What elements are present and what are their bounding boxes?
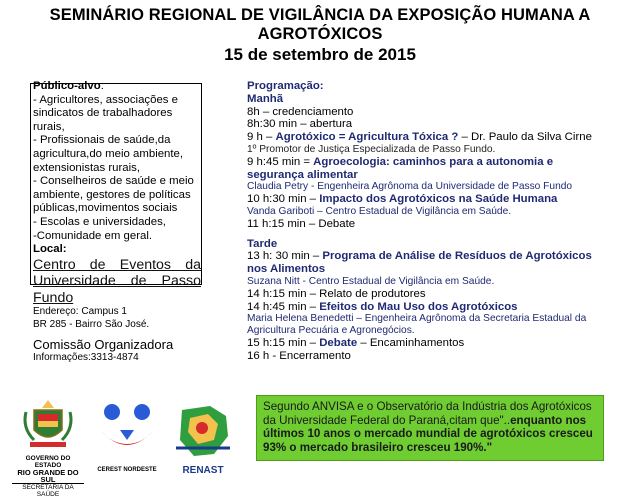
schedule-item: 8h – credenciamento	[247, 105, 354, 118]
talk-affiliation: Maria Helena Benedetti – Engenheira Agrônoma da Secretaria Estadual da Agricultura Pecuária e Agronegócios.	[247, 313, 587, 337]
schedule-item	[247, 301, 607, 314]
talk-title: Impacto dos Agrotóxicos na Saúde Humana	[319, 193, 558, 206]
schedule-time: 9 h –	[247, 131, 276, 144]
talk-title: Agroecologia: caminhos para a autonomia e segurança alimentar	[247, 155, 554, 181]
talk-title: Agrotóxico = Agricultura Tóxica ?	[275, 131, 459, 144]
talk-title: Debate	[319, 336, 358, 349]
talk-affiliation: 1º Promotor de Justiça Especializada de Passo Fundo.	[247, 143, 496, 155]
schedule-time: 10 h:30 min –	[247, 193, 320, 206]
audience-item: - Escolas e universidades,	[33, 215, 166, 228]
schedule-time: 15 h:15 min –	[247, 336, 320, 349]
audience-column	[33, 80, 201, 365]
event-title-line2: AGROTÓXICOS	[257, 25, 383, 43]
address-line1: Endereço: Campus 1	[33, 306, 127, 318]
program-label: Programação:	[247, 80, 324, 92]
schedule-rest: – Encaminhamentos	[357, 336, 465, 349]
audience-item: - Agricultores, associações e sindicatos de trabalhadores rurais,	[33, 93, 178, 133]
audience-item: -Comunidade em geral.	[33, 229, 153, 242]
coat-of-arms-icon	[12, 398, 84, 450]
talk-affiliation: Claudia Petry - Engenheira Agrônoma da Universidade de Passo Fundo	[247, 181, 573, 193]
gov-line3: SECRETARIA DA SAÚDE	[12, 483, 84, 498]
local-label: Local:	[33, 243, 67, 256]
audience-item: - Profissionais de saúde,da agricultura,do meio ambiente, extensionistas rurais,	[33, 134, 184, 174]
audience-item: - Conselheiros de saúde e meio ambiente, gestores de políticas públicas,movimentos sociais	[33, 175, 194, 215]
renast-logo	[172, 402, 234, 476]
program-column	[247, 80, 607, 363]
cerest-logo	[92, 400, 162, 476]
schedule-item	[247, 193, 607, 206]
venue-line: Centro de Eventos da	[33, 256, 201, 273]
venue-link[interactable]	[33, 257, 201, 307]
talk-title: Programa de Análise de Resíduos de Agrotóxicos nos Alimentos	[247, 250, 592, 276]
talk-affiliation: Vanda Gariboti – Centro Estadual de Vigilância em Saúde.	[247, 205, 512, 217]
cerest-name: CEREST NORDESTE	[97, 467, 157, 473]
callout-highlight: enquanto nos últimos 10 anos o mercado mundial de agrotóxicos cresceu 93% o mercado brasileiro cresceu 190%."	[263, 413, 593, 454]
schedule-item	[247, 337, 607, 350]
gov-line1: GOVERNO DO ESTADO	[25, 455, 71, 469]
cerest-figures-icon	[92, 400, 162, 462]
schedule-item	[247, 250, 607, 276]
schedule-item	[247, 131, 607, 144]
schedule-time: 9 h:45 min =	[247, 155, 314, 168]
schedule-item: 8h:30 min – abertura	[247, 118, 353, 131]
talk-speaker: – Dr. Paulo da Silva Cirne	[458, 131, 592, 144]
info-phone: Informações:3313-4874	[33, 352, 139, 364]
talk-title: Efeitos do Mau Uso dos Agrotóxicos	[319, 300, 518, 313]
schedule-item	[247, 156, 607, 182]
morning-label: Manhã	[247, 92, 284, 105]
renast-map-icon	[172, 402, 234, 462]
callout-text: Segundo ANVISA e o Observatório da Indústria dos Agrotóxicos da Universidade Federal do Paraná,citam que"..	[263, 400, 592, 427]
afternoon-label: Tarde	[247, 237, 278, 250]
schedule-item: 11 h:15 min – Debate	[247, 217, 356, 230]
talk-affiliation: Suzana Nitt - Centro Estadual de Vigilância em Saúde.	[247, 275, 495, 287]
audience-label-colon: :	[100, 80, 104, 92]
event-title-line1: SEMINÁRIO REGIONAL DE VIGILÂNCIA DA EXPOSIÇÃO HUMANA A	[49, 6, 591, 24]
event-date: 15 de setembro de 2015	[224, 45, 416, 64]
venue-line: Universidade de Passo	[33, 273, 201, 290]
schedule-time: 13 h: 30 min –	[247, 250, 323, 263]
audience-label: Público-alvo	[33, 80, 101, 92]
renast-name: RENAST	[182, 465, 224, 476]
venue-line: Fundo	[33, 289, 74, 306]
schedule-item: 16 h - Encerramento	[247, 349, 351, 362]
rs-government-logo	[12, 398, 84, 498]
committee-title: Comissão Organizadora	[33, 337, 174, 353]
schedule-item: 14 h:15 min – Relato de produtores	[247, 287, 426, 300]
anvisa-callout	[256, 395, 604, 461]
event-header	[0, 6, 640, 66]
address-line2: BR 285 - Bairro São José.	[33, 318, 150, 330]
schedule-time: 14 h:45 min –	[247, 300, 320, 313]
gov-line2: RIO GRANDE DO SUL	[17, 468, 79, 484]
